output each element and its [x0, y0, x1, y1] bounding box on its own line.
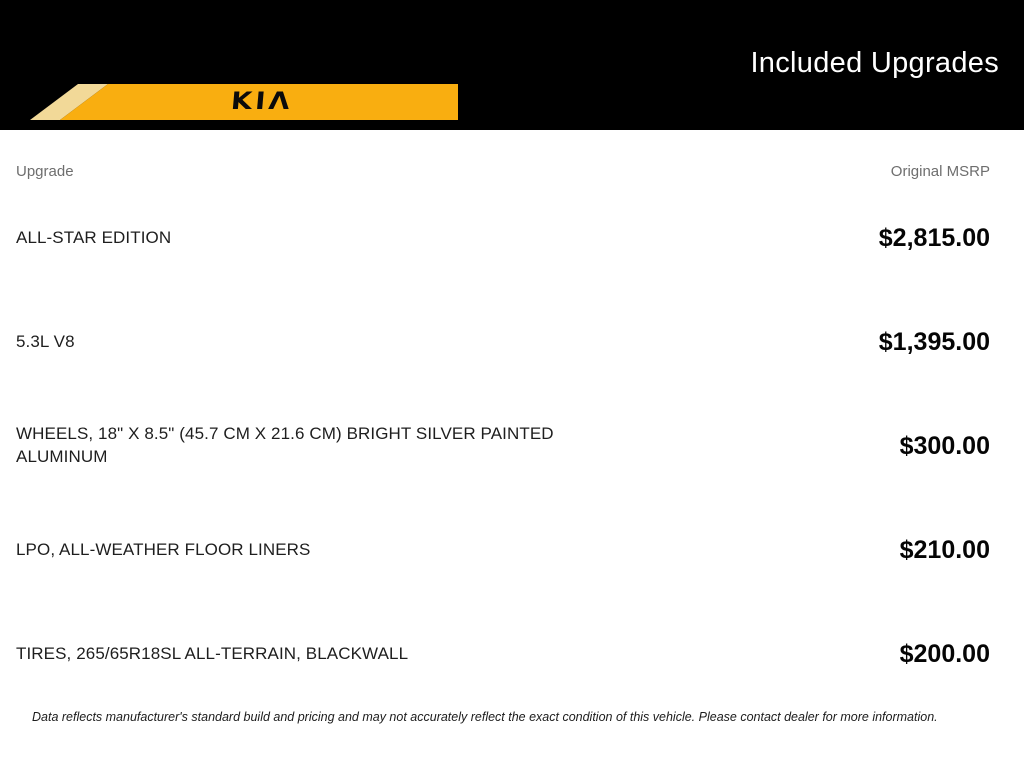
upgrade-name: TIRES, 265/65R18SL ALL-TERRAIN, BLACKWALL [16, 643, 409, 663]
disclaimer-text: Data reflects manufacturer's standard build and pricing and may not accurately reflect the exact condition of this vehicle. Please contact dealer for more information. [32, 710, 938, 724]
table-row [16, 602, 990, 706]
upgrade-price: $1,395.00 [878, 327, 990, 356]
upgrade-name: ALL-STAR EDITION [16, 227, 172, 247]
column-header-upgrade: Upgrade [16, 163, 74, 180]
upgrade-price: $2,815.00 [878, 223, 990, 252]
table-row [16, 290, 990, 394]
upgrade-price: $300.00 [899, 431, 990, 460]
column-header-original-msrp: Original MSRP [890, 163, 990, 180]
table-row [16, 186, 990, 290]
kia-logo: KIΛ [229, 87, 295, 115]
upgrade-price: $210.00 [899, 535, 990, 564]
upgrades-table [0, 130, 1024, 724]
upgrade-name: LPO, ALL-WEATHER FLOOR LINERS [16, 539, 311, 559]
upgrade-price: $200.00 [899, 639, 990, 668]
kia-brand-banner [0, 84, 460, 120]
upgrade-name: WHEELS, 18" X 8.5" (45.7 CM X 21.6 CM) BRIGHT SILVER PAINTED ALUMINUM [16, 424, 554, 466]
table-row [16, 394, 990, 498]
table-rows [16, 186, 990, 706]
table-row [16, 498, 990, 602]
page-title: Included Upgrades [750, 47, 999, 79]
upgrade-name: 5.3L V8 [16, 331, 75, 351]
table-column-headers [16, 163, 990, 180]
page-header [0, 0, 1024, 130]
